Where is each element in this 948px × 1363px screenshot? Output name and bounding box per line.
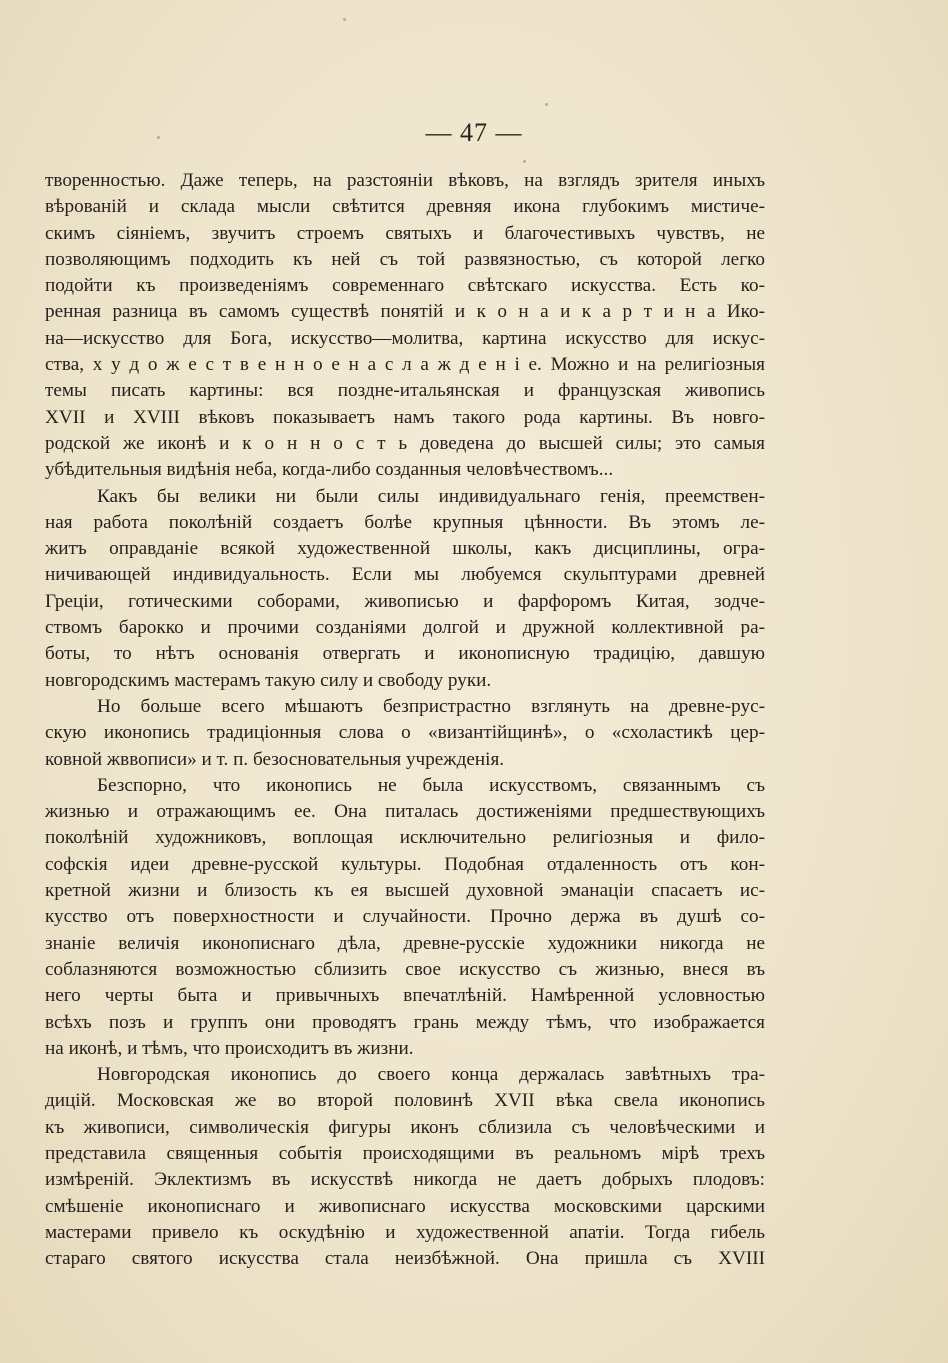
text-line: ничивающей индивидуальность. Если мы любуемся скульптурами древней	[45, 564, 765, 586]
paragraph	[45, 168, 765, 484]
text-line: ренная разница въ самомъ существѣ понятiй и к о н а и к а р т и н а Ико-	[45, 301, 765, 323]
text-line: знанiе величiя иконописнаго дѣла, древне-русскiе художники никогда не	[45, 932, 765, 954]
text-line: ствомъ барокко и прочими созданiями долгой и дружной коллективной ра-	[45, 617, 765, 639]
text-line: новгородскимъ мастерамъ такую силу и свободу руки.	[45, 669, 492, 691]
text-line: кретной жизни и близость къ ея высшей духовной эманацiи спасаетъ ис-	[45, 880, 765, 902]
text-line: скую иконопись традицiонныя слова о «византiйщинѣ», о «схоластикѣ цер-	[45, 722, 765, 744]
paragraph	[45, 694, 765, 773]
paper-speck	[545, 103, 548, 106]
text-line: дицiй. Московская же во второй половинѣ XVII вѣка свела иконопись	[45, 1090, 765, 1112]
text-line: позволяющимъ подходить къ ней съ той развязностью, съ которой легко	[45, 248, 765, 270]
text-line: софскiя идеи древне-русской культуры. Подобная отдаленность отъ кон-	[45, 853, 765, 875]
text-line: убѣдительныя видѣнiя неба, когда-либо созданныя человѣчествомъ...	[45, 459, 614, 481]
text-line: кусство отъ поверхностности и случайности. Прочно держа въ душѣ со-	[45, 906, 765, 928]
paper-speck	[523, 160, 526, 163]
text-line: подойти къ произведенiямъ современнаго свѣтскаго искусства. Есть ко-	[45, 275, 765, 297]
page-number: — 47 —	[425, 118, 523, 147]
text-line: представила священныя событiя происходящими въ реальномъ мiрѣ трехъ	[45, 1142, 765, 1164]
text-line: поколѣнiй художниковъ, воплощая исключительно религiозныя и фило-	[45, 827, 765, 849]
text-line: творенностью. Даже теперь, на разстоянiи вѣковъ, на взглядъ зрителя иныхъ	[45, 170, 765, 191]
text-line: Безспорно, что иконопись не была искусствомъ, связаннымъ съ	[97, 774, 765, 796]
text-line: мастерами привело къ оскудѣнiю и художественной апатiи. Тогда гибель	[45, 1221, 765, 1243]
text-line: родской же иконѣ и к о н н о с т ь доведена до высшей силы; это самыя	[45, 432, 765, 454]
text-line: житъ оправданiе всякой художественной школы, какъ дисциплины, огра-	[45, 538, 765, 560]
text-line: ства, х у д о ж е с т в е н н о е н а с л а ж д е н i е. Можно и на религiозныя	[45, 354, 765, 376]
text-line: къ живописи, символическiя фигуры иконъ сблизила съ человѣческими и	[45, 1116, 765, 1138]
text-line: всѣхъ позъ и группъ они проводятъ грань между тѣмъ, что изображается	[45, 1011, 765, 1033]
text-line: вѣрованiй и склада мысли свѣтится древняя икона глубокимъ мистиче-	[45, 196, 765, 218]
text-line: стараго святого искусства стала неизбѣжной. Она пришла съ XVIII	[45, 1248, 765, 1270]
paragraph	[45, 1062, 765, 1272]
text-line: боты, то нѣтъ основанiя отвергать и иконописную традицiю, давшую	[45, 643, 765, 665]
text-line: жизнью и отражающимъ ее. Она питалась достиженiями предшествующихъ	[45, 801, 765, 823]
paragraph	[45, 484, 765, 694]
paper-speck	[343, 18, 346, 21]
text-line: XVII и XVIII вѣковъ показываетъ намъ такого рода картины. Въ новго-	[45, 406, 765, 428]
text-line: ная работа поколѣнiй создаетъ болѣе крупныя цѣнности. Въ этомъ ле-	[45, 511, 765, 533]
text-line: темы писать картины: вся поздне-итальянская и французская живопись	[45, 380, 765, 402]
text-line: скимъ сiянiемъ, звучитъ строемъ святыхъ и благочестивыхъ чувствъ, не	[45, 222, 765, 244]
text-line: него черты быта и привычныхъ впечатлѣнiй. Намѣренной условностью	[45, 985, 765, 1007]
text-line: Но больше всего мѣшаютъ безпристрастно взглянуть на древне-рус-	[97, 695, 765, 717]
text-line: смѣшенiе иконописнаго и живописнаго искусства московскими царскими	[45, 1195, 765, 1217]
text-line: на—искусство для Бога, искусство—молитва, картина искусство для искус-	[45, 327, 765, 349]
text-line: на иконѣ, и тѣмъ, что происходитъ въ жизни.	[45, 1037, 414, 1059]
text-line: Какъ бы велики ни были силы индивидуальнаго генiя, преемствен-	[97, 485, 765, 507]
body-text	[45, 168, 765, 1272]
text-line: соблазняются возможностью сблизить свое искусство съ жизнью, внеся въ	[45, 958, 765, 980]
text-line: Новгородская иконопись до своего конца держалась завѣтныхъ тра-	[97, 1064, 765, 1086]
text-line: Грецiи, готическими соборами, живописью и фарфоромъ Китая, зодче-	[45, 590, 765, 612]
text-line: ковной жввописи» и т. п. безосновательныя учрежденiя.	[45, 748, 505, 770]
text-line: измѣренiй. Эклектизмъ въ искусствѣ никогда не даетъ добрыхъ плодовъ:	[45, 1169, 765, 1191]
paragraph	[45, 773, 765, 1062]
